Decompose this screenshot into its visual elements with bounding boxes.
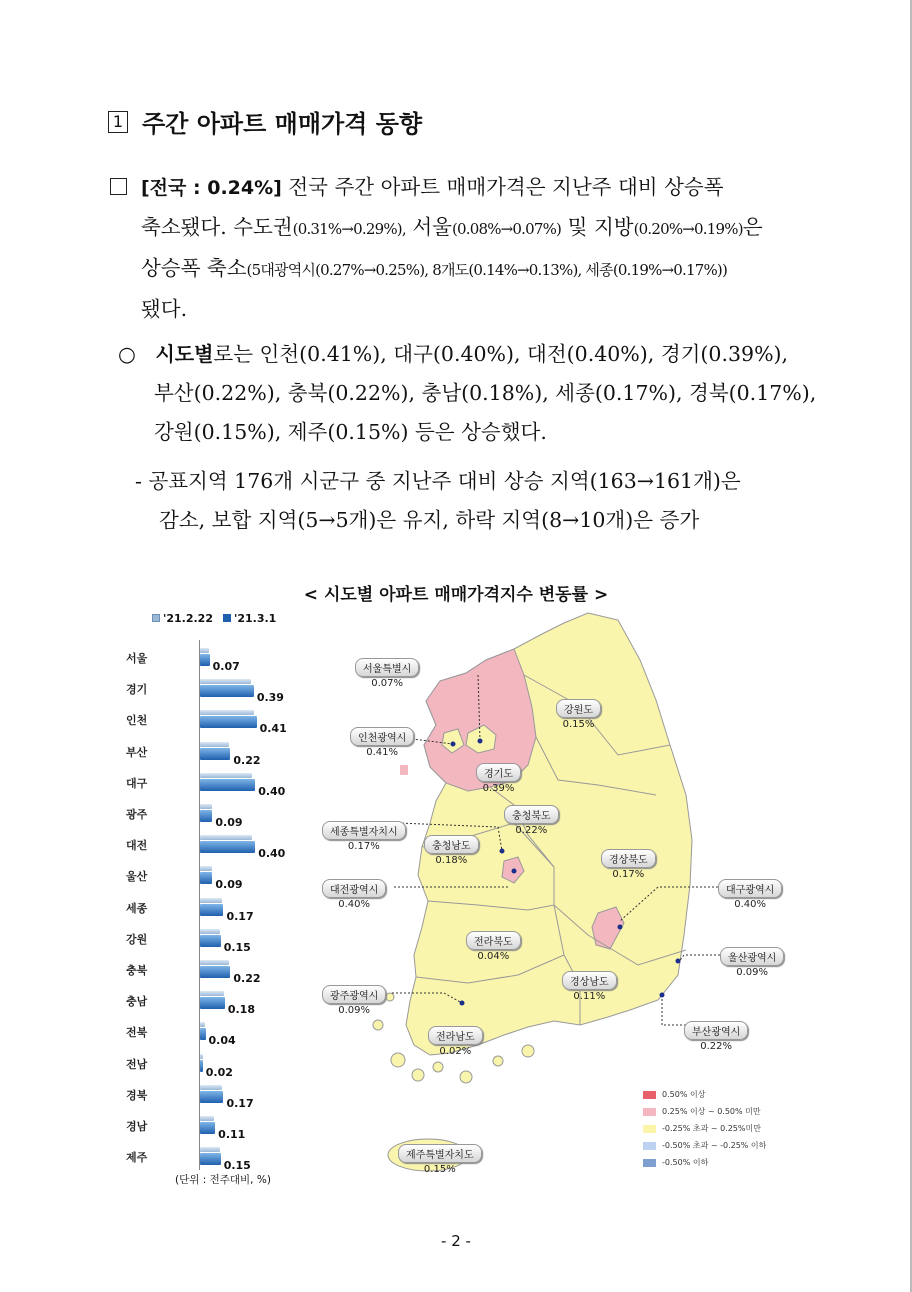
category-label: 경기 xyxy=(126,683,148,697)
map-region-name: 대구광역시 xyxy=(718,879,782,898)
map-region-name: 제주특별자치도 xyxy=(398,1144,482,1163)
map-region-rate: 0.41% xyxy=(366,747,399,758)
map-legend-swatch xyxy=(643,1159,656,1167)
page-number: - 2 - xyxy=(441,1232,471,1250)
bar-prev-week xyxy=(200,1085,222,1090)
bar-prev-week xyxy=(200,1147,220,1152)
map-legend-item-2 xyxy=(643,1120,766,1137)
value-label: 0.09 xyxy=(215,816,243,829)
bar-row-1 xyxy=(126,681,296,705)
map-legend-item-1 xyxy=(643,1103,766,1120)
category-label: 대구 xyxy=(126,776,148,790)
category-label: 세종 xyxy=(126,901,148,915)
map-region-rate: 0.40% xyxy=(338,899,371,910)
value-label: 0.04 xyxy=(208,1034,236,1048)
category-label: 광주 xyxy=(126,808,148,821)
map-region-rate: 0.11% xyxy=(573,991,606,1002)
map-legend-swatch xyxy=(643,1108,656,1116)
value-label: 0.17 xyxy=(226,1096,254,1110)
bar xyxy=(200,1122,215,1134)
map-legend xyxy=(643,1086,766,1171)
map-region-rate: 0.15% xyxy=(423,1164,456,1175)
map-legend-swatch xyxy=(643,1142,656,1150)
bar-prev-week xyxy=(200,679,251,684)
map-label-12 xyxy=(322,984,386,1016)
map-label-0 xyxy=(355,657,419,689)
bar-prev-week xyxy=(200,742,229,747)
category-label: 경남 xyxy=(126,1120,148,1133)
bar xyxy=(200,1153,221,1165)
map-legend-label: -0.50% 이하 xyxy=(662,1158,709,1167)
category-label: 대전 xyxy=(126,839,148,853)
bar-row-6 xyxy=(126,837,296,861)
map-legend-label: -0.25% 초과 ~ 0.25%미만 xyxy=(662,1124,761,1133)
bar xyxy=(200,841,255,853)
national-rate-label: [전국 : 0.24%] xyxy=(141,177,282,199)
section-number-box: 1 xyxy=(108,111,128,133)
map-region-rate: 0.40% xyxy=(734,899,767,910)
bar-prev-week xyxy=(200,929,220,934)
bar-row-9 xyxy=(126,931,296,955)
category-label: 인천 xyxy=(126,714,148,728)
bar-prev-week xyxy=(200,710,254,715)
value-label: 0.39 xyxy=(256,691,284,705)
value-label: 0.15 xyxy=(223,940,251,954)
map-region-name: 경상남도 xyxy=(562,971,617,990)
bar xyxy=(200,935,221,947)
map-label-2 xyxy=(476,762,521,794)
legend-item-current: '21.3.1 xyxy=(223,612,276,625)
map-incheon-island xyxy=(400,765,408,775)
map-region-rate: 0.17% xyxy=(347,841,380,852)
bar-row-12 xyxy=(126,1024,296,1048)
bar-row-16 xyxy=(126,1149,296,1173)
map-label-10 xyxy=(466,930,521,962)
value-label: 0.17 xyxy=(226,909,254,923)
chart-legend xyxy=(152,612,276,625)
map-region-name: 충청북도 xyxy=(504,805,559,824)
map-label-4 xyxy=(504,804,559,836)
bar-prev-week xyxy=(200,648,209,653)
bar-prev-week xyxy=(200,991,224,996)
bar-prev-week xyxy=(200,866,212,871)
map-legend-label: -0.50% 초과 ~ -0.25% 이하 xyxy=(662,1141,767,1150)
map-region-name: 대전광역시 xyxy=(322,879,386,898)
map-region-name: 강원도 xyxy=(556,699,601,718)
region-summary-paragraph: ○ 시도별로는 인천(0.41%), 대구(0.40%), 대전(0.40%), 경기(0.39%), 부산(0.22%), 충북(0.22%), 충남(0.18%), 세종(0.17%), 경북(0.17%), 강원(0.15%), 제주(0.15%) 등은 상승했다. xyxy=(118,342,817,444)
bar xyxy=(200,1060,203,1072)
map-region-rate: 0.39% xyxy=(482,783,515,794)
category-label: 충북 xyxy=(126,964,148,977)
value-label: 0.22 xyxy=(233,972,261,985)
map-region-rate: 0.04% xyxy=(477,951,510,962)
bar-row-5 xyxy=(126,806,296,830)
map-legend-label: 0.50% 이상 xyxy=(662,1090,706,1099)
map-region-name: 인천광역시 xyxy=(350,727,414,746)
section-title: 주간 아파트 매매가격 동향 xyxy=(142,110,423,138)
bar xyxy=(200,1028,206,1040)
section-heading xyxy=(108,104,422,139)
legend-item-prev: '21.2.22 xyxy=(152,612,213,625)
map-region-rate: 0.17% xyxy=(612,869,645,880)
value-label: 0.22 xyxy=(233,753,261,767)
bar xyxy=(200,654,210,666)
bar-row-13 xyxy=(126,1056,296,1080)
map-legend-item-4 xyxy=(643,1154,766,1171)
value-label: 0.41 xyxy=(259,722,287,736)
map-region-name: 경기도 xyxy=(476,763,521,782)
map-region-rate: 0.07% xyxy=(371,678,404,689)
bar-prev-week xyxy=(200,804,212,809)
map-region-rate: 0.15% xyxy=(562,719,595,730)
map-region-rate: 0.22% xyxy=(700,1041,733,1052)
bar-row-10 xyxy=(126,962,296,986)
map-label-1 xyxy=(350,726,414,758)
map-region-rate: 0.22% xyxy=(515,825,548,836)
bar-row-11 xyxy=(126,993,296,1017)
map-region-name: 경상북도 xyxy=(601,849,656,868)
square-bullet-icon xyxy=(110,178,127,195)
bar xyxy=(200,748,230,760)
map-region-name: 세종특별자치시 xyxy=(322,821,406,840)
bar-prev-week xyxy=(200,960,229,965)
category-label: 제주 xyxy=(126,1151,148,1165)
bar xyxy=(200,872,212,884)
district-summary-paragraph: - 공표지역 176개 시군구 중 지난주 대비 상승 지역(163→161개)은 감소, 보합 지역(5→5개)은 유지, 하락 지역(8→10개)은 증가 xyxy=(135,469,741,532)
map-legend-swatch xyxy=(643,1091,656,1099)
bar-row-0 xyxy=(126,650,296,674)
map-region-rate: 0.18% xyxy=(435,855,468,866)
category-label: 경북 xyxy=(126,1088,148,1102)
national-summary-paragraph: [전국 : 0.24%] 전국 주간 아파트 매매가격은 지난주 대비 상승폭 축소됐다. 수도권(0.31%→0.29%), 서울(0.08%→0.07%) 및 지방(0.20%→0.19%)은 상승폭 축소(5대광역시(0.27%→0.25%), 8개도(0.14%→0.13%), 세종(0.19%→0.17%)) 됐다. xyxy=(110,168,810,329)
circle-bullet-icon: ○ xyxy=(118,342,136,366)
bar xyxy=(200,1091,223,1103)
chart-unit-note: (단위 : 전주대비, %) xyxy=(175,1174,271,1186)
category-label: 서울 xyxy=(126,652,148,665)
category-label: 울산 xyxy=(126,870,148,884)
map-region-name: 부산광역시 xyxy=(684,1021,748,1040)
map-label-16 xyxy=(398,1143,482,1175)
map-region-name: 충청남도 xyxy=(424,835,479,854)
value-label: 0.11 xyxy=(218,1128,246,1141)
bar xyxy=(200,685,254,697)
value-label: 0.15 xyxy=(223,1159,251,1173)
map-label-15 xyxy=(428,1025,483,1057)
bar xyxy=(200,966,230,978)
figure-title: < 시도별 아파트 매매가격지수 변동률 > xyxy=(303,585,609,605)
bar-prev-week xyxy=(200,773,252,778)
map-region-name: 전라북도 xyxy=(466,931,521,950)
value-label: 0.02 xyxy=(205,1065,233,1079)
map-label-3 xyxy=(556,698,601,730)
bar-row-8 xyxy=(126,900,296,924)
map-region-name: 울산광역시 xyxy=(720,947,784,966)
category-label: 강원 xyxy=(126,932,148,946)
value-label: 0.09 xyxy=(215,878,243,892)
value-label: 0.40 xyxy=(258,847,286,861)
bar-prev-week xyxy=(200,835,252,840)
map-legend-label: 0.25% 이상 ~ 0.50% 미만 xyxy=(662,1107,761,1116)
category-label: 충남 xyxy=(126,995,148,1009)
value-label: 0.40 xyxy=(258,784,286,798)
category-label: 전북 xyxy=(126,1026,148,1040)
map-region-name: 서울특별시 xyxy=(355,658,419,677)
map-legend-item-0 xyxy=(643,1086,766,1103)
map-legend-swatch xyxy=(643,1125,656,1133)
map-region-name: 광주광역시 xyxy=(322,985,386,1004)
bar-row-15 xyxy=(126,1118,296,1142)
bar xyxy=(200,904,223,916)
map-region-name: 전라남도 xyxy=(428,1026,483,1045)
map-label-8 xyxy=(322,878,386,910)
bar-prev-week xyxy=(200,1116,214,1121)
bar-row-4 xyxy=(126,775,296,799)
category-label: 부산 xyxy=(126,745,148,759)
bar-row-3 xyxy=(126,744,296,768)
bar-prev-week xyxy=(200,1022,205,1027)
map-label-14 xyxy=(684,1020,748,1052)
category-label: 전남 xyxy=(126,1057,148,1071)
value-label: 0.18 xyxy=(227,1003,255,1017)
bar xyxy=(200,997,225,1009)
map-region-rate: 0.02% xyxy=(439,1046,472,1057)
map-label-9 xyxy=(718,878,782,910)
map-region-rate: 0.09% xyxy=(736,967,769,978)
bar-row-2 xyxy=(126,712,296,736)
bar xyxy=(200,810,212,822)
map-legend-item-3 xyxy=(643,1137,766,1154)
bar-row-14 xyxy=(126,1087,296,1111)
map-label-6 xyxy=(424,834,479,866)
bar xyxy=(200,716,257,728)
bar-prev-week xyxy=(200,1054,203,1059)
map-label-11 xyxy=(720,946,784,978)
map-region-rate: 0.09% xyxy=(338,1005,371,1016)
value-label: 0.07 xyxy=(212,660,240,673)
map-label-5 xyxy=(322,820,406,852)
bar-row-7 xyxy=(126,868,296,892)
bar xyxy=(200,779,255,791)
map-label-7 xyxy=(601,848,656,880)
bar-prev-week xyxy=(200,898,222,903)
map-label-13 xyxy=(562,970,617,1002)
